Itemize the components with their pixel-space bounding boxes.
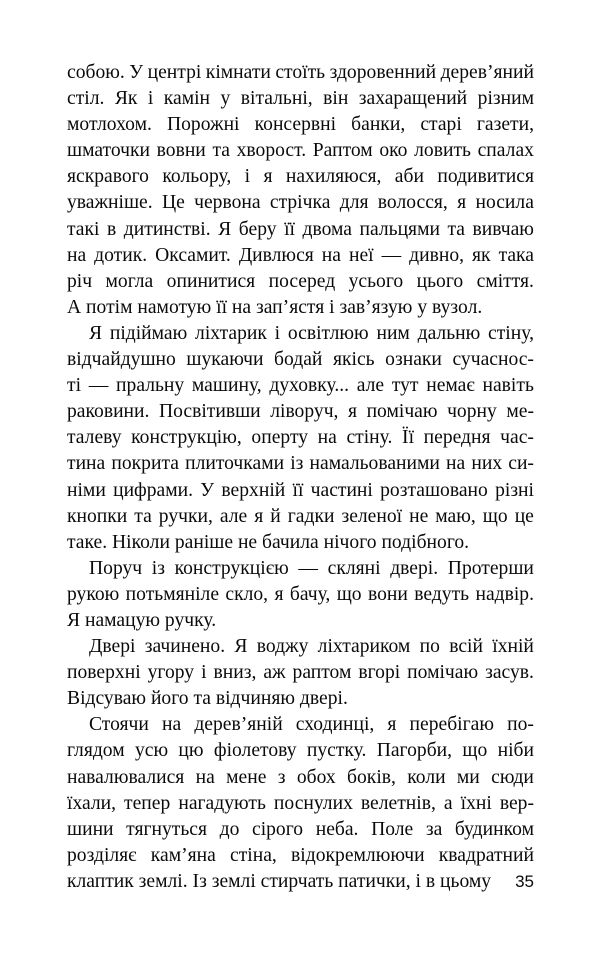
text-line: на дотик. Оксамит. Дивлюся на неї — дивно, як така	[67, 244, 534, 266]
text-line: собою. У центрі кімнати стоїть здоровенний дерев’яний	[67, 62, 534, 83]
text-line: яскравого кольору, і я нахиляюся, аби подивитися	[67, 166, 534, 188]
text-line: клаптик землі. Із землі стирчать патички, і в цьому	[67, 870, 492, 892]
text-line: кнопки та ручки, але я й гадки зеленої не маю, що це	[67, 505, 534, 527]
text-line: Поруч із конструкцією — скляні двері. Протерши	[89, 557, 534, 579]
text-line: шматочки вовни та хворост. Раптом око ловить спалах	[67, 140, 534, 162]
text-line: їхали, тепер нагадують поснулих велетнів, а їхні вер-	[67, 792, 534, 814]
text-line: річ могла опинитися посеред усього цього сміття.	[67, 270, 534, 292]
text-line: навалювалися на мене з обох боків, коли ми сюди	[67, 766, 534, 788]
text-line: А потім намотую її на зап’ястя і зав’язую у вузол.	[67, 296, 483, 318]
text-line: німи цифрами. У верхній її частині розташовано різні	[67, 479, 534, 501]
text-line: Я підіймаю ліхтарик і освітлюю ним дальню стіну,	[89, 322, 534, 344]
text-line: раковини. Посвітивши ліворуч, я помічаю чорну ме-	[67, 401, 534, 423]
text-line: талеву конструкцію, оперту на стіну. Її передня час-	[67, 427, 534, 449]
page-number: 35	[515, 872, 534, 891]
text-line: тина покрита плиточками із намальованими на них си-	[67, 453, 534, 475]
paragraph	[67, 634, 534, 712]
text-line: шини тягнуться до сірого неба. Поле за будинком	[67, 818, 534, 840]
text-line: Відсуваю його та відчиняю двері.	[67, 688, 348, 710]
text-line: Стоячи на дерев’яній сходинці, я перебігаю по-	[89, 714, 534, 736]
text-line: уважніше. Це червона стрічка для волосся, я носила	[67, 192, 534, 214]
text-line: розділяє кам’яна стіна, відокремлюючи квадратний	[67, 844, 534, 866]
text-line: такі в дитинстві. Я беру її двома пальцями та вивчаю	[67, 218, 534, 240]
text-line: глядом усю цю фіолетову пустку. Пагорби, що ніби	[67, 740, 534, 762]
text-line: стіл. Як і камін у вітальні, він захаращений різним	[67, 88, 534, 110]
body-text-column	[67, 60, 534, 895]
paragraph	[67, 60, 534, 321]
text-line: Я намацую ручку.	[67, 609, 217, 631]
paragraph	[67, 321, 534, 556]
text-line: таке. Ніколи раніше не бачила нічого подібного.	[67, 531, 470, 553]
paragraph	[67, 556, 534, 634]
text-line: рукою потьмяніле скло, я бачу, що вони ведуть надвір.	[67, 583, 534, 605]
text-line: поверхні угору і вниз, аж раптом вгорі помічаю засув.	[67, 662, 534, 684]
text-line: ті — пральну машину, духовку... але тут немає навіть	[67, 375, 534, 397]
text-line: мотлохом. Порожні консервні банки, старі газети,	[67, 114, 534, 136]
text-line: Двері зачинено. Я воджу ліхтариком по всій їхній	[89, 636, 534, 658]
paragraph	[67, 712, 534, 895]
text-line: відчайдушно шукаючи бодай якісь ознаки сучаснос-	[67, 349, 534, 371]
